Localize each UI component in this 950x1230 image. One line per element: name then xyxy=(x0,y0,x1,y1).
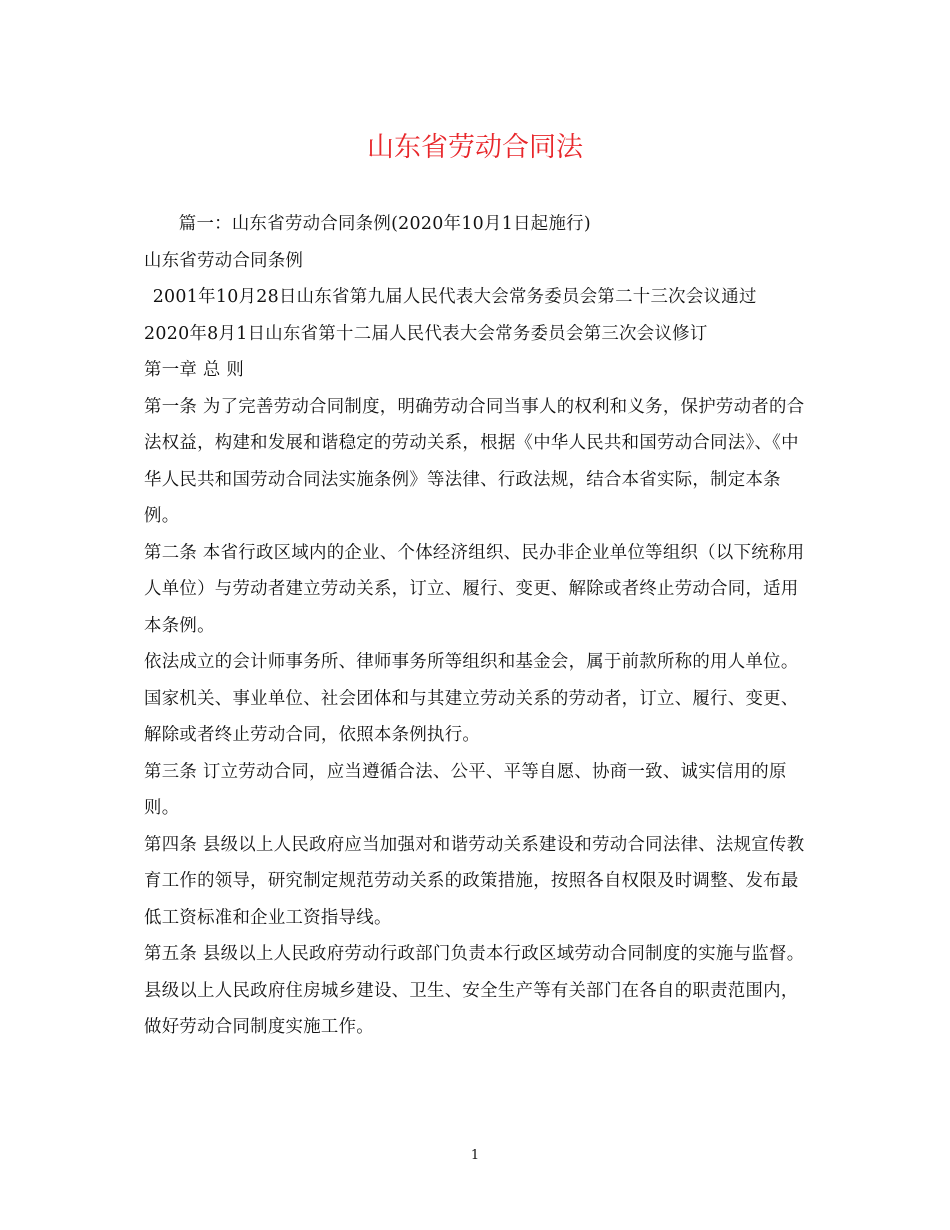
paragraph-article-2-sub-2: 国家机关、事业单位、社会团体和与其建立劳动关系的劳动者，订立、履行、变更、解除或者终止劳动合同，依照本条例执行。 xyxy=(144,688,799,745)
page-number: 1 xyxy=(470,1148,480,1163)
paragraph-chapter-1: 第一章 总 则 xyxy=(144,360,245,380)
document-body xyxy=(144,206,808,1046)
paragraph-article-3: 第三条 订立劳动合同，应当遵循合法、公平、平等自愿、协商一致、诚实信用的原则。 xyxy=(144,761,787,818)
paragraph-article-4: 第四条 县级以上人民政府应当加强对和谐劳动关系建设和劳动合同法律、法规宣传教育工作的领导，研究制定规范劳动关系的政策措施，按照各自权限及时调整、发布最低工资标准和企业工资指导线。 xyxy=(144,834,805,928)
paragraph-article-5-sub-1: 县级以上人民政府住房城乡建设、卫生、安全生产等有关部门在各自的职责范围内，做好劳动合同制度实施工作。 xyxy=(144,980,799,1037)
paragraph-regulation-name: 山东省劳动合同条例 xyxy=(144,250,304,271)
paragraph-article-2: 第二条 本省行政区域内的企业、个体经济组织、民办非企业单位等组织（以下统称用人单位）与劳动者建立劳动关系，订立、履行、变更、解除或者终止劳动合同，适用本条例。 xyxy=(144,542,805,636)
paragraph-chapter-heading: 篇一：山东省劳动合同条例(2020年10月1日起施行) xyxy=(178,214,591,234)
paragraph-article-1: 第一条 为了完善劳动合同制度，明确劳动合同当事人的权利和义务，保护劳动者的合法权益，构建和发展和谐稳定的劳动关系，根据《中华人民共和国劳动合同法》、《中华人民共和国劳动合同法实施条例》等法律、行政法规，结合本省实际，制定本条例。 xyxy=(144,396,805,526)
paragraph-article-5: 第五条 县级以上人民政府劳动行政部门负责本行政区域劳动合同制度的实施与监督。 xyxy=(144,944,805,964)
paragraph-adoption-date: 2001年10月28日山东省第九届人民代表大会常务委员会第二十三次会议通过 xyxy=(152,287,757,307)
paragraph-revision-date: 2020年8月1日山东省第十二届人民代表大会常务委员会第三次会议修订 xyxy=(144,323,708,344)
document-title: 山东省劳动合同法 xyxy=(367,132,583,163)
paragraph-article-2-sub-1: 依法成立的会计师事务所、律师事务所等组织和基金会，属于前款所称的用人单位。 xyxy=(144,652,799,672)
